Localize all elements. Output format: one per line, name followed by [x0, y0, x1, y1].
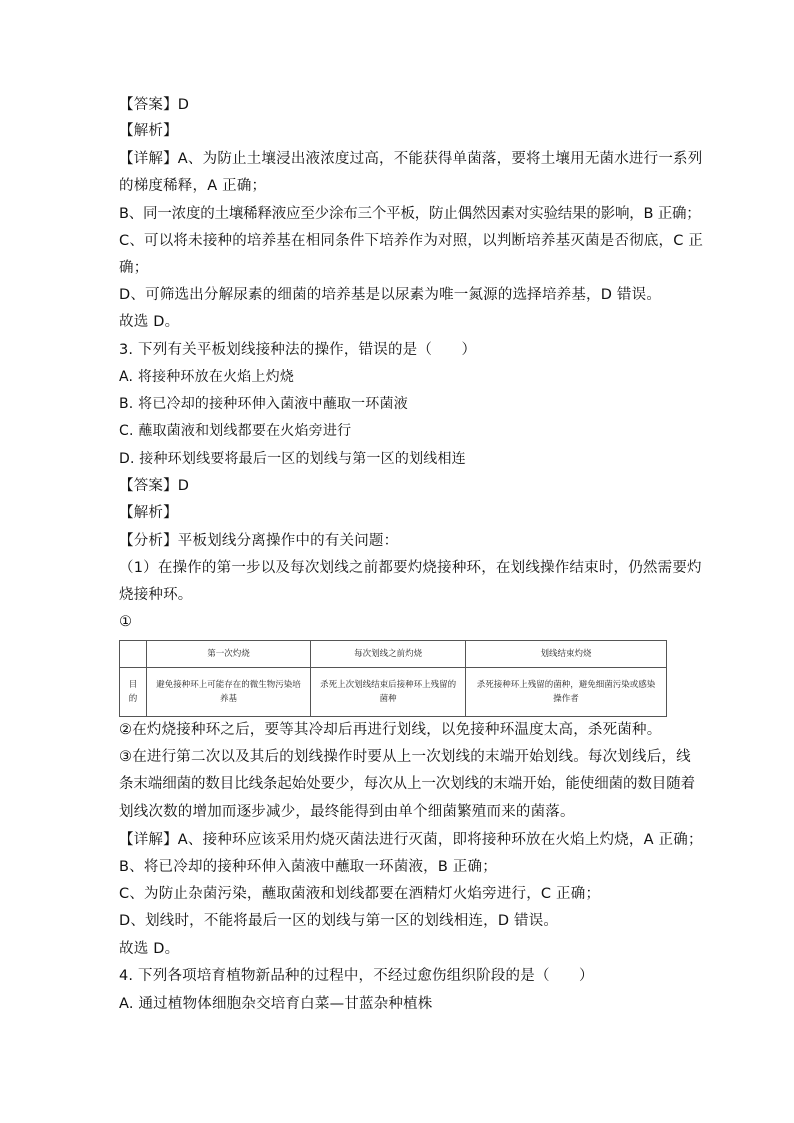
q3-analysis-intro: 【分析】平板划线分离操作中的有关问题：	[119, 533, 399, 549]
q3-answer: 【答案】D	[119, 478, 190, 494]
table-header-cell: 划线结束灼烧	[466, 641, 667, 668]
q3-option-a: A. 将接种环放在火焰上灼烧	[119, 369, 295, 385]
q2-d-line: D、可筛选出分解尿素的细菌的培养基是以尿素为唯一氮源的选择培养基，D 错误。	[119, 287, 662, 303]
q4-stem: 4. 下列各项培育植物新品种的过程中，不经过愈伤组织阶段的是（ ）	[119, 968, 594, 984]
table-header-row	[120, 641, 667, 668]
q3-detail-b: B、将已冷却的接种环伸入菌液中蘸取一环菌液，B 正确；	[119, 859, 497, 875]
table-row	[120, 668, 667, 717]
q2-c-line-1: C、可以将未接种的培养基在相同条件下培养作为对照，以判断培养基灭菌是否彻底，C 正	[119, 233, 704, 249]
q3-option-c: C. 蘸取菌液和划线都要在火焰旁进行	[119, 423, 352, 439]
q3-detail-d: D、划线时，不能将最后一区的划线与第一区的划线相连，D 错误。	[119, 913, 559, 929]
q2-analysis-label: 【解析】	[119, 123, 178, 139]
q4-option-a: A. 通过植物体细胞杂交培育白菜—甘蓝杂种植株	[119, 996, 433, 1012]
table-row-label	[120, 668, 147, 717]
q3-analysis-label: 【解析】	[119, 505, 178, 521]
cell-text: 杀死接种环上残留的菌种，避免细菌污染或感染	[476, 680, 656, 690]
q3-point2: ②在灼烧接种环之后，要等其冷却后再进行划线，以免接种环温度太高，杀死菌种。	[119, 722, 662, 738]
q3-point3-line-3: 划线次数的增加而逐步减少，最终能得到由单个细菌繁殖而来的菌落。	[119, 804, 575, 820]
q3-detail-a: 【详解】A、接种环应该采用灼烧灭菌法进行灭菌，即将接种环放在火焰上灼烧，A 正确；	[119, 832, 703, 848]
q3-option-b: B. 将已冷却的接种环伸入菌液中蘸取一环菌液	[119, 396, 408, 412]
q3-point3-line-2: 条末端细菌的数目比线条起始处要少，每次从上一次划线的末端开始，能使细菌的数目随着	[119, 776, 695, 792]
cell-text: 操作者	[553, 694, 579, 704]
q2-detail-line-1: 【详解】A、为防止土壤浸出液浓度过高，不能获得单菌落，要将土壤用无菌水进行一系列	[119, 151, 703, 167]
q3-stem: 3. 下列有关平板划线接种法的操作，错误的是（ ）	[119, 342, 477, 358]
q3-option-d: D. 接种环划线要将最后一区的划线与第一区的划线相连	[119, 451, 466, 467]
q2-c-line-2: 确；	[119, 260, 149, 276]
q3-point1-line-1: （1）在操作的第一步以及每次划线之前都要灼烧接种环，在划线操作结束时，仍然需要灼	[119, 560, 702, 576]
q2-answer: 【答案】D	[119, 97, 190, 113]
cell-text: 杀死上次划线结束后接种环上残留的	[320, 680, 457, 690]
table-corner-cell	[120, 641, 147, 668]
table-header-cell: 每次划线之前灼烧	[311, 641, 466, 668]
cell-text: 菌种	[379, 694, 397, 704]
table-header-cell: 第一次灼烧	[147, 641, 311, 668]
flaming-purpose-table	[119, 640, 667, 717]
q3-point3-line-1: ③在进行第二次以及其后的划线操作时要从上一次划线的末端开始划线。每次划线后，线	[119, 749, 691, 765]
row-label-char: 的	[128, 694, 138, 704]
table-cell	[311, 668, 466, 717]
q2-conclusion: 故选 D。	[119, 314, 180, 330]
q3-point1-line-2: 烧接种环。	[119, 587, 193, 603]
table-cell	[466, 668, 667, 717]
q2-b-line: B、同一浓度的土壤稀释液应至少涂布三个平板，防止偶然因素对实验结果的影响，B 正确；	[119, 206, 701, 222]
q3-circle-1: ①	[119, 614, 133, 630]
q2-detail-line-2: 的梯度稀释，A 正确；	[119, 178, 267, 194]
table-cell	[147, 668, 311, 717]
cell-text: 养基	[220, 694, 238, 704]
row-label-char: 目	[128, 680, 138, 690]
cell-text: 避免接种环上可能存在的微生物污染培	[156, 680, 301, 690]
q3-detail-c: C、为防止杂菌污染，蘸取菌液和划线都要在酒精灯火焰旁进行，C 正确；	[119, 886, 601, 902]
q3-conclusion: 故选 D。	[119, 941, 180, 957]
